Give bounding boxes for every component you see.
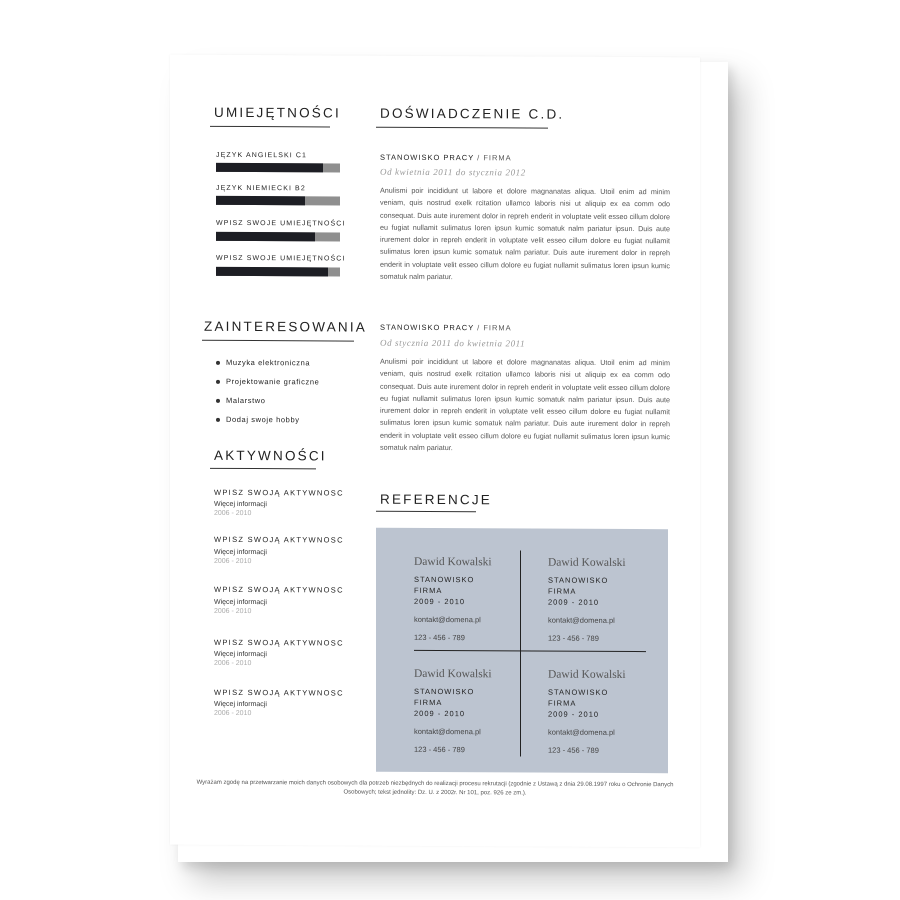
- reference-years: 2009 - 2010: [414, 708, 466, 719]
- job-position: STANOWISKO PRACY: [380, 322, 475, 333]
- interests-title: ZAINTERESOWANIA: [204, 318, 368, 335]
- job-position: STANOWISKO PRACY: [380, 152, 475, 163]
- job-title: [380, 323, 512, 333]
- skill-label: WPISZ SWOJE UMIEJĘTNOŚCI: [216, 219, 346, 228]
- activity-more: Więcej informacji: [214, 700, 267, 709]
- reference-email[interactable]: kontakt@domena.pl: [414, 726, 481, 737]
- job-title: [380, 153, 512, 163]
- gdpr-consent-note: Wyrażam zgodę na przetwarzanie moich danych osobowych dla potrzeb niezbędnych do realizacji procesu rekrutacji (zgodnie z Ustawą z dnia 29.08.1997 roku o Ochronie Danych Osobowych; tekst jednolity: Dz. U. z 2002r. Nr 101, poz. 926 ze zm.).: [196, 779, 674, 796]
- skill-bar-fill: [216, 163, 323, 173]
- reference-phone: 123 - 456 - 789: [414, 632, 465, 643]
- reference-years: 2009 - 2010: [548, 597, 600, 607]
- skill-bar: [216, 196, 340, 206]
- references-panel: [376, 528, 668, 774]
- activities-title: AKTYWNOŚCI: [214, 447, 327, 464]
- reference-name: Dawid Kowalski: [414, 667, 492, 681]
- bullet-icon: [216, 361, 220, 365]
- skills-title: UMIEJĘTNOŚCI: [214, 104, 341, 121]
- reference-card: [414, 556, 534, 646]
- activity-more: Więcej informacji: [214, 548, 267, 557]
- reference-name: Dawid Kowalski: [414, 555, 492, 569]
- references-rule: [376, 511, 476, 513]
- reference-position: STANOWISKO: [414, 686, 475, 697]
- bullet-icon: [216, 418, 220, 422]
- interests-rule: [202, 340, 354, 342]
- activity-title: WPISZ SWOJĄ AKTYWNOSC: [214, 534, 344, 545]
- reference-name: Dawid Kowalski: [548, 668, 626, 681]
- bullet-icon: [216, 380, 220, 384]
- reference-card: [414, 668, 534, 758]
- job-description: Anulismi poir incididunt ut labore et dolore magnanatas aliqua. Utoil enim ad minim veniam, quis nostrud exelk rcitation ullamco laboris nisi ut aliquip ex ea comm odo consequat. Duis aute irurement dolor in repreh enderit in voluptate velit esseo cillum dolore eu fugiat nullamit sulimatus loren ipsun kumic somatuk nalm pariatur ipsun. Duis aute irurement dolor in repreh enderit in voluptate velit esseo cillum dolore eu fugiat nullamit sulimatus loren ipsun kumic somatuk nalm pariatur. Duis aute irurement dolor in repreh enderit in voluptate velit esseo cillum dolore eu fugiat nullamit sulimatus loren ipsun kumic somatuk nalm pariatur.: [380, 356, 670, 453]
- reference-firm: FIRMA: [548, 586, 577, 596]
- activity-title: WPISZ SWOJĄ AKTYWNOSC: [214, 687, 344, 698]
- skill-bar: [216, 267, 340, 277]
- skill-bar-fill: [216, 196, 305, 205]
- interest-item: Projektowanie graficzne: [226, 376, 320, 387]
- activity-title: WPISZ SWOJĄ AKTYWNOSC: [214, 584, 344, 595]
- experience-title: DOŚWIADCZENIE C.D.: [380, 105, 565, 122]
- skill-label: WPISZ SWOJE UMIEJĘTNOŚCI: [216, 254, 346, 263]
- reference-card: [548, 669, 668, 759]
- activity-years: 2006 - 2010: [214, 557, 252, 566]
- activity-years: 2006 - 2010: [214, 509, 252, 518]
- skill-bar: [216, 232, 340, 242]
- reference-years: 2009 - 2010: [414, 596, 466, 607]
- job-firm: / FIRMA: [477, 323, 512, 333]
- activity-more: Więcej informacji: [214, 650, 267, 659]
- skill-bar-fill: [216, 232, 315, 242]
- references-title: REFERENCJE: [380, 491, 493, 508]
- reference-phone: 123 - 456 - 789: [548, 633, 599, 643]
- references-divider-horizontal: [414, 650, 646, 652]
- job-description: Anulismi poir incididunt ut labore et dolore magnanatas aliqua. Utoil enim ad minim veniam, quis nostrud exelk rcitation ullamco laboris nisi ut aliquip ex ea comm odo consequat. Duis aute irurement dolor in repreh enderit in voluptate velit esseo cillum dolore eu fugiat nullamit sulimatus loren ipsun kumic somatuk nalm pariatur ipsun. Duis aute irurement dolor in repreh enderit in voluptate velit esseo cillum dolore eu fugiat nullamit sulimatus loren ipsun kumic somatuk nalm pariatur. Duis aute irurement dolor in repreh enderit in voluptate velit esseo cillum dolore eu fugiat nullamit sulimatus loren ipsun kumic somatuk nalm pariatur.: [380, 185, 670, 282]
- cv-page: [170, 55, 700, 848]
- activities-rule: [210, 468, 316, 470]
- interest-item: Dodaj swoje hobby: [226, 414, 300, 425]
- reference-email[interactable]: kontakt@domena.pl: [548, 727, 615, 737]
- experience-rule: [376, 127, 548, 129]
- reference-phone: 123 - 456 - 789: [414, 744, 465, 755]
- reference-firm: FIRMA: [414, 585, 443, 596]
- activity-title: WPISZ SWOJĄ AKTYWNOSC: [214, 487, 344, 498]
- reference-card: [548, 557, 668, 647]
- interest-item: Malarstwo: [226, 395, 266, 406]
- job-dates: Od kwietnia 2011 do stycznia 2012: [380, 166, 526, 178]
- reference-firm: FIRMA: [548, 698, 577, 708]
- activity-title: WPISZ SWOJĄ AKTYWNOSC: [214, 637, 344, 648]
- skill-label: JĘZYK ANGIELSKI C1: [216, 151, 307, 160]
- skill-bar-fill: [216, 267, 328, 277]
- interest-item: Muzyka elektroniczna: [226, 357, 311, 368]
- skill-bar: [216, 163, 340, 173]
- activity-more: Więcej informacji: [214, 500, 267, 509]
- activity-years: 2006 - 2010: [214, 607, 252, 616]
- reference-name: Dawid Kowalski: [548, 556, 626, 569]
- reference-phone: 123 - 456 - 789: [548, 745, 599, 755]
- reference-years: 2009 - 2010: [548, 709, 600, 719]
- activity-years: 2006 - 2010: [214, 709, 252, 718]
- job-dates: Od stycznia 2011 do kwietnia 2011: [380, 337, 526, 349]
- reference-position: STANOWISKO: [548, 575, 609, 585]
- reference-position: STANOWISKO: [548, 687, 609, 697]
- reference-email[interactable]: kontakt@domena.pl: [414, 614, 481, 625]
- activity-more: Więcej informacji: [214, 598, 267, 607]
- skills-rule: [210, 126, 330, 128]
- reference-position: STANOWISKO: [414, 574, 475, 585]
- reference-email[interactable]: kontakt@domena.pl: [548, 615, 615, 625]
- reference-firm: FIRMA: [414, 697, 443, 708]
- job-firm: / FIRMA: [477, 153, 512, 163]
- activity-years: 2006 - 2010: [214, 659, 252, 668]
- bullet-icon: [216, 399, 220, 403]
- skill-label: JĘZYK NIEMIECKI B2: [216, 184, 306, 193]
